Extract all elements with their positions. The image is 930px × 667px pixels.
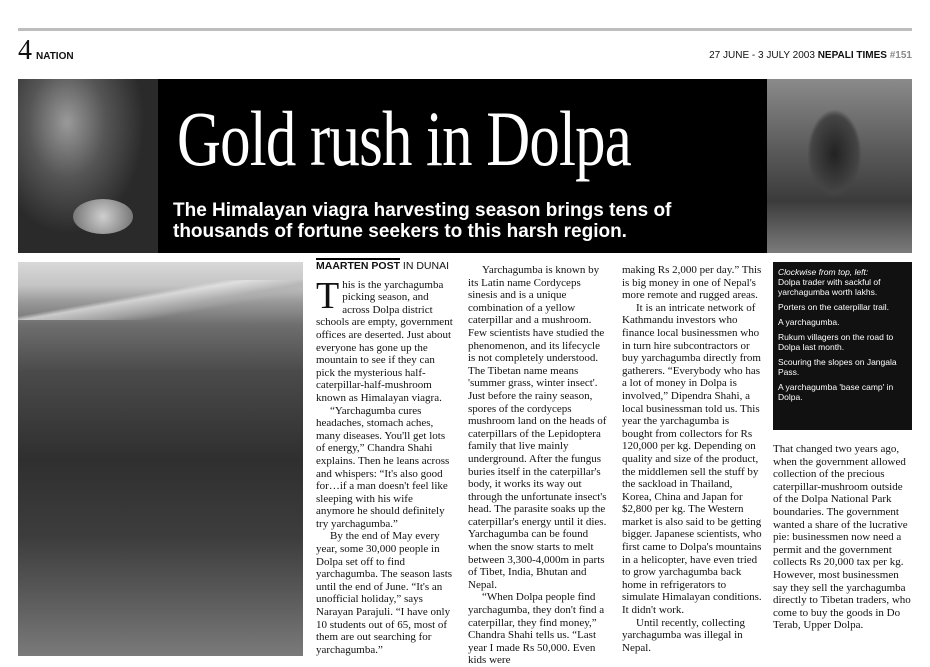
caption-item: Dolpa trader with sackful of yarchagumba worth lakhs.: [778, 277, 881, 297]
deck: The Himalayan viagra harvesting season brings tens of thousands of fortune seekers to this harsh region.: [173, 200, 672, 242]
paragraph: By the end of May every year, some 30,000 people in Dolpa set off to find yarchagumba. The season lasts until the end of June. “It's an unofficial holiday,” says Narayan Parajuli. “I have only 10 students out of 65, most of them are out searching for yarchagumba.”: [316, 530, 453, 656]
article-column-2: [468, 264, 608, 667]
issue-dates: 27 JUNE - 3 JULY 2003: [709, 50, 815, 61]
photo-captions: [773, 262, 912, 430]
folio: [18, 35, 74, 66]
headline: Gold rush in Dolpa: [176, 95, 632, 182]
paragraph: Until recently, collecting yarchagumba was illegal in Nepal.: [622, 616, 745, 654]
photo-trader: [18, 79, 158, 253]
paragraph: That changed two years ago, when the government allowed collection of the precious caterpillar-mushroom outside of the Dolpa National Park boundaries. The government wanted a share of the lucrative pie: businessmen now need a permit and the government collects Rs 20,000 tax per kg. However, most businessmen say they sell the yarchagumba directly to Tibetan traders, who come to buy the goods in Do Terab, Upper Dolpa.: [773, 443, 911, 632]
drop-cap: T: [316, 274, 340, 317]
section-name: NATION: [36, 51, 74, 62]
paper-name: NEPALI TIMES: [817, 50, 887, 61]
caption-item: A yarchagumba.: [778, 317, 840, 327]
paragraph: Yarchagumba is known by its Latin name Cordyceps sinesis and is a unique combination of a yellow caterpillar and a mushroom. Few scientists have studied the phenomenon, and its lifecycle is not completely understood. The Tibetan name means 'summer grass, winter insect'. Just before the rainy season, spores of the cordyceps mushroom land on the heads of caterpillars of the Lepidoptera family that live mainly underground. After the fungus buries itself in the caterpillar's body, it works its way out through the unfortunate insect's head. The parasite soaks up the caterpillar's energy until it dies. Yarchagumba can be found when the snow starts to melt between 3,300-4,000m in parts of Tibet, India, Bhutan and Nepal.: [468, 264, 607, 591]
issue-number: #151: [889, 50, 912, 61]
article-column-4: [773, 443, 913, 632]
photo-porters: [767, 79, 912, 253]
dateline: [709, 50, 912, 61]
caption-item: A yarchagumba 'base camp' in Dolpa.: [778, 382, 894, 402]
photo-forest-slopes: [18, 262, 303, 656]
paragraph: This is the yarchagumba picking season, and across Dolpa district schools are empty, government offices are deserted. Just about everyone has gone up the mountain to see if they can pick the mysterious half-caterpillar-half-mushroom known as Himalayan viagra.: [316, 274, 453, 404]
paragraph: It is an intricate network of Kathmandu investors who finance local businessmen who in turn hire subcontractors or buy yarchagumba directly from gatherers. “Everybody who has a lot of money in Dolpa is involved,” Dipendra Shahi, a local businessman told us. This year the yarchagumba is bought from collectors for Rs 120,000 per kg. Depending on quality and size of the product, the middlemen sell the stuff by the sackload in Thailand, Korea, China and Japan for $2,800 per kg. The Western market is also said to be getting bigger. Japanese scientists, who first came to Dolpa's mountains in a helicopter, have even tried to grow yarchagumba back home in refrigerators to simulate Himalayan conditions. It didn't work.: [622, 301, 762, 617]
paragraph: making Rs 2,000 per day.” This is big money in one of Nepal's more remote and rugged areas.: [622, 264, 762, 302]
top-rule: [18, 28, 912, 31]
caption-item: Scouring the slopes on Jangala Pass.: [778, 357, 897, 377]
caption-item: Porters on the caterpillar trail.: [778, 302, 890, 312]
article-column-1: [316, 260, 454, 656]
caption-intro: Clockwise from top, left:: [778, 267, 869, 277]
paragraph: “When Dolpa people find yarchagumba, they don't find a caterpillar, they find money,” Chandra Shahi tells us. “Last year I made Rs 50,000. Even kids were: [468, 591, 605, 667]
article-column-3: [622, 264, 762, 654]
byline-place: IN DUNAI: [400, 260, 450, 272]
caption-item: Rukum villagers on the road to Dolpa last month.: [778, 332, 894, 352]
paragraph: “Yarchagumba cures headaches, stomach aches, many diseases. You'll get lots of energy,” Chandra Shahi explains. Then he leans across and whispers: “It's also good for…if a man doesn't feel like sleeping with his wife anymore he should definitely try yarchagumba.”: [316, 404, 450, 530]
byline: [316, 260, 454, 273]
page-number: 4: [18, 35, 32, 66]
headline-banner: [18, 79, 912, 253]
author-name: MAARTEN POST: [316, 260, 400, 272]
